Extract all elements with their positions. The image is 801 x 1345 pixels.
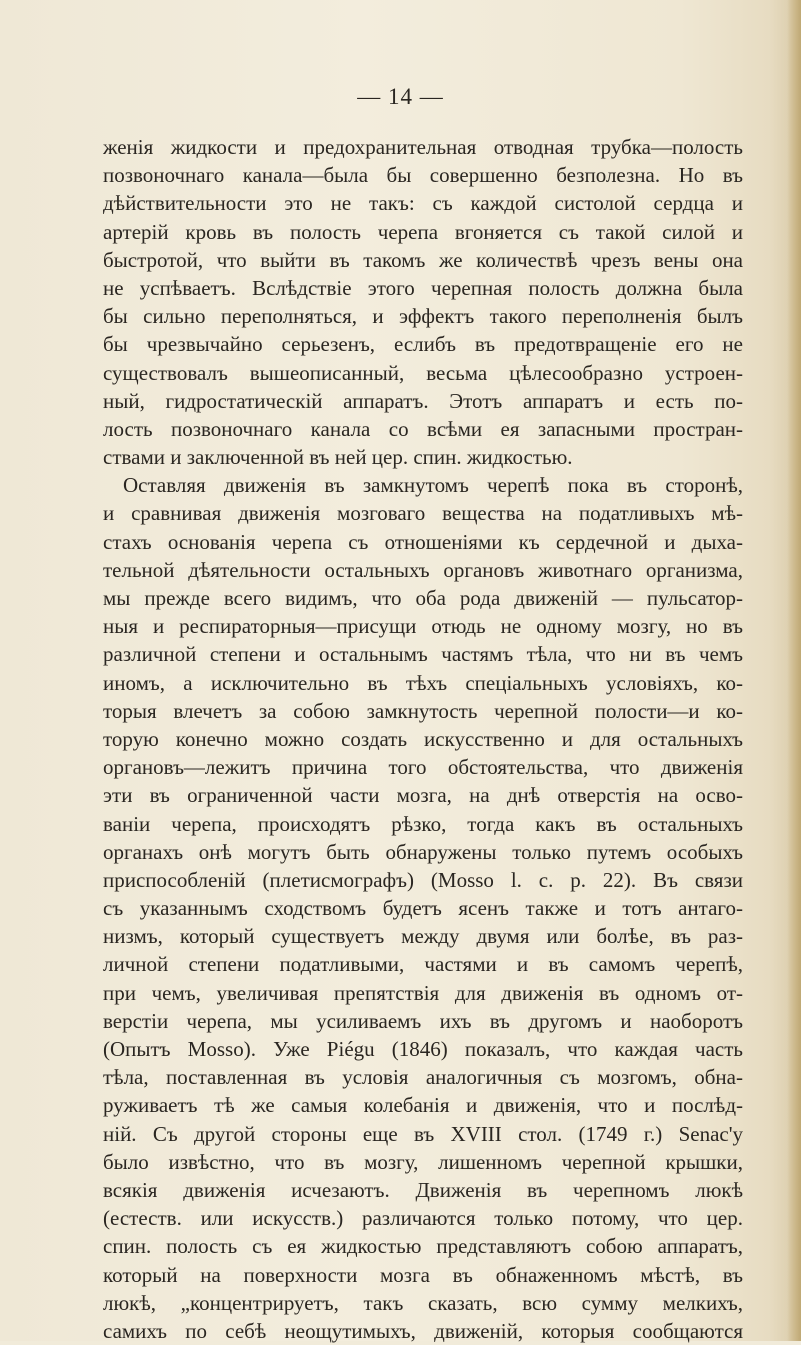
text-line: верстіи черепа, мы усиливаемъ ихъ въ другомъ и наоборотъ: [103, 1008, 743, 1033]
text-line: эти въ ограниченной части мозга, на днѣ отверстія на осво-: [103, 783, 743, 808]
text-line: стахъ основанія черепа съ отношеніями къ сердечной и дыха-: [103, 529, 743, 554]
text-line: ній. Съ другой стороны еще въ XVIII стол. (1749 г.) Senac'у: [103, 1121, 743, 1146]
text-line: люкѣ, „концентрируетъ, такъ сказать, всю сумму мелкихъ,: [103, 1290, 743, 1315]
text-line: ныя и респираторныя—присущи отюдь не одному мозгу, но въ: [103, 614, 743, 639]
text-line: спин. полость съ ея жидкостью представляютъ собою аппаратъ,: [103, 1234, 743, 1259]
text-line: который на поверхности мозга въ обнаженномъ мѣстѣ, въ: [103, 1262, 743, 1287]
text-line: быстротой, что выйти въ такомъ же количествѣ чрезъ вены она: [103, 247, 743, 272]
text-line: (Опытъ Mosso). Уже Piégu (1846) показалъ, что каждая часть: [103, 1037, 743, 1061]
text-line: ный, гидростатическій аппаратъ. Этотъ аппаратъ и есть по-: [103, 388, 743, 413]
text-line: торыя влечетъ за собою замкнутость черепной полости—и ко-: [103, 698, 743, 723]
text-line: органовъ—лежитъ причина того обстоятельства, что движенія: [103, 755, 743, 780]
text-line: ваніи черепа, происходятъ рѣзко, тогда какъ въ остальныхъ: [103, 811, 743, 836]
text-line: различной степени и остальнымъ частямъ тѣла, что ни въ чемъ: [103, 642, 743, 667]
text-line: личной степени податливыми, частями и въ самомъ черепѣ,: [103, 952, 743, 977]
text-line: съ указаннымъ сходствомъ будетъ ясенъ также и тотъ антаго-: [103, 896, 743, 921]
text-line: руживаетъ тѣ же самыя колебанія и движенія, что и послѣд-: [103, 1093, 743, 1118]
text-line: органахъ онѣ могутъ быть обнаружены только путемъ особыхъ: [103, 839, 743, 864]
text-line: самихъ по себѣ неощутимыхъ, движеній, которыя сообщаются: [103, 1318, 743, 1343]
page-edge-shadow: [787, 0, 801, 1341]
text-line: тѣла, поставленная въ условія аналогичныя съ мозгомъ, обна-: [103, 1065, 743, 1090]
text-line: ствами и заключенной въ ней цер. спин. жидкостью.: [103, 445, 573, 470]
text-line: бы сильно переполняться, и эффектъ такого переполненія былъ: [103, 304, 743, 329]
text-line: низмъ, который существуетъ между двумя или болѣе, въ раз-: [103, 924, 743, 949]
text-line: не успѣваетъ. Вслѣдствіе этого черепная полость должна была: [103, 275, 743, 300]
text-line: было извѣстно, что въ мозгу, лишенномъ черепной крышки,: [103, 1149, 743, 1174]
text-line: Оставляя движенія въ замкнутомъ черепѣ пока въ сторонѣ,: [123, 473, 743, 498]
text-line: артерій кровь въ полость черепа вгоняется съ такой силой и: [103, 219, 743, 244]
text-line: позвоночнаго канала—была бы совершенно безполезна. Но въ: [103, 163, 743, 188]
text-line: существовалъ вышеописанный, весьма цѣлесообразно устроен-: [103, 360, 743, 385]
text-line: лость позвоночнаго канала со всѣми ея запасными простран-: [103, 416, 743, 441]
text-line: (естеств. или искусств.) различаются только потому, что цер.: [103, 1206, 743, 1231]
text-line: женія жидкости и предохранительная отводная трубка—полость: [103, 135, 743, 159]
text-line: торую конечно можно создать искусственно и для остальныхъ: [103, 726, 743, 751]
text-line: и сравнивая движенія мозговаго вещества на податливыхъ мѣ-: [103, 501, 743, 526]
text-line: приспособленій (плетисмографъ) (Mosso l. c. p. 22). Въ связи: [103, 867, 743, 892]
text-line: бы чрезвычайно серьезенъ, еслибъ въ предотвращеніе его не: [103, 332, 743, 357]
text-line: тельной дѣятельности остальныхъ органовъ животнаго организма,: [103, 557, 743, 582]
text-line: при чемъ, увеличивая препятствія для движенія въ одномъ от-: [103, 980, 743, 1005]
text-line: иномъ, а исключительно въ тѣхъ спеціальныхъ условіяхъ, ко-: [103, 670, 743, 695]
text-line: дѣйствительности это не такъ: съ каждой систолой сердца и: [103, 191, 743, 216]
page-number: — 14 —: [357, 84, 444, 109]
body-text: [103, 133, 743, 1345]
text-line: всякія движенія исчезаютъ. Движенія въ черепномъ люкѣ: [103, 1177, 743, 1202]
text-line: мы прежде всего видимъ, что оба рода движеній — пульсатор-: [103, 586, 743, 610]
